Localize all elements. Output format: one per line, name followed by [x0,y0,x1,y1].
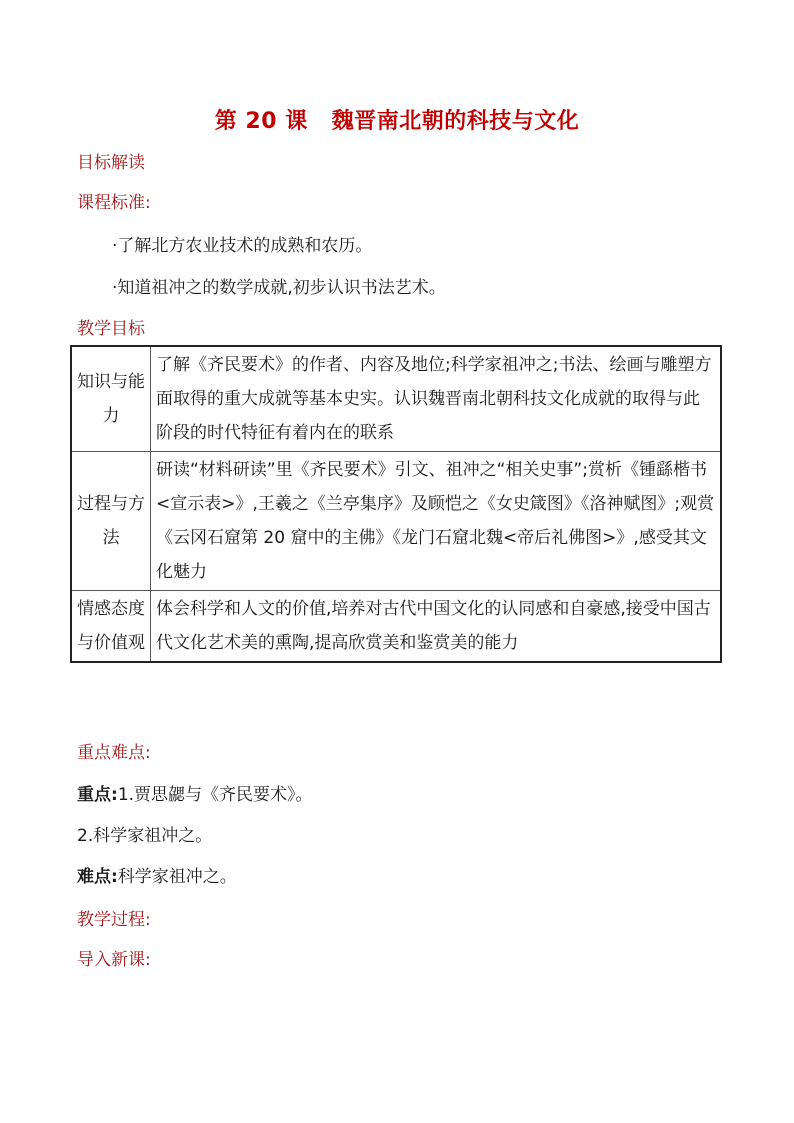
lesson-title [0,104,794,135]
key-point-2: 2.科学家祖冲之。 [77,826,213,846]
key-point-line [77,780,313,805]
table-row [71,591,721,663]
lesson-number: 第 20 课 [214,109,308,134]
standard-item-2: ·知道祖冲之的数学成就,初步认识书法艺术。 [112,278,446,298]
goal-content-process: 研读“材料研读”里《齐民要术》引文、祖冲之“相关史事”;赏析《锺繇楷书<宣示表>》,王羲之《兰亭集序》及顾恺之《女史箴图》《洛神赋图》;观赏《云冈石窟第 20 窟中的主佛》《龙门石窟北魏<帝后礼佛图>》,感受其文化魅力 [151,452,722,591]
table-row [71,346,721,452]
curriculum-standard-heading: 课程标准: [77,193,151,213]
key-point-label: 重点: [77,785,118,805]
intro-heading: 导入新课: [77,950,151,970]
goal-content-knowledge: 了解《齐民要术》的作者、内容及地位;科学家祖冲之;书法、绘画与雕塑方面取得的重大成就等基本史实。认识魏晋南北朝科技文化成就的取得与此阶段的时代特征有着内在的联系 [151,346,722,452]
teaching-goals-heading: 教学目标 [77,319,145,339]
section-target-heading: 目标解读 [77,153,145,173]
difficult-point-label: 难点: [77,867,118,887]
goal-content-emotion: 体会科学和人文的价值,培养对古代中国文化的认同感和自豪感,接受中国古代文化艺术美的熏陶,提高欣赏美和鉴赏美的能力 [151,591,722,663]
difficult-point-line [77,862,237,887]
difficult-point-text: 科学家祖冲之。 [117,867,237,887]
standard-item-1: ·了解北方农业技术的成熟和农历。 [112,236,373,256]
process-heading: 教学过程: [77,910,151,930]
key-points-heading: 重点难点: [77,743,151,763]
table-row [71,452,721,591]
goal-label-process: 过程与方法 [71,452,151,591]
goal-label-knowledge: 知识与能力 [71,346,151,452]
lesson-name: 魏晋南北朝的科技与文化 [331,109,580,134]
goal-label-emotion: 情感态度与价值观 [71,591,151,663]
key-point-text: 1.贾思勰与《齐民要术》。 [117,785,313,805]
goals-table [70,345,722,663]
